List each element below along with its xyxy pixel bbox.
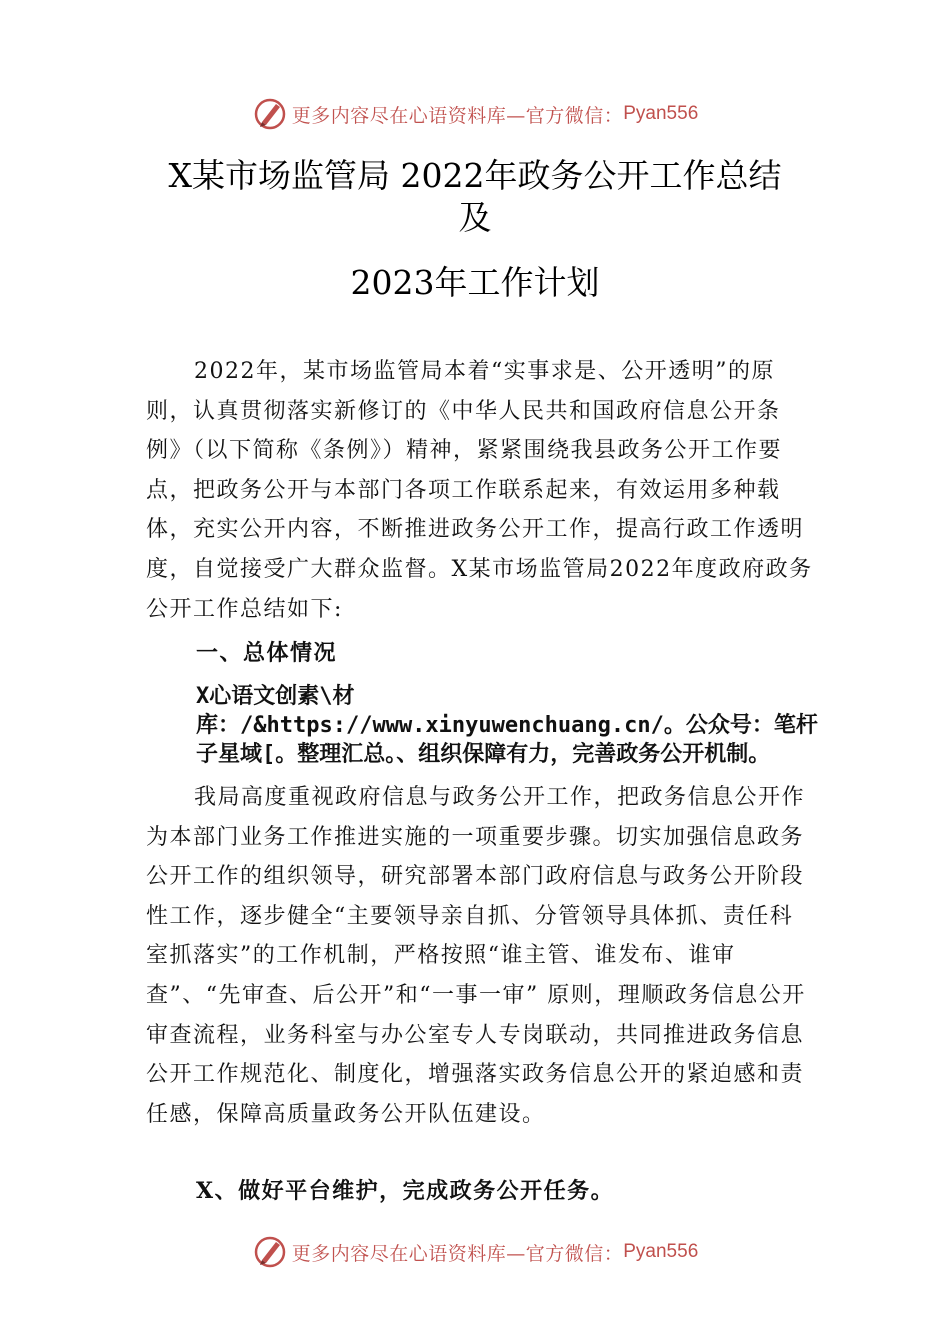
banner-wechat-id: Pyan556: [623, 103, 699, 124]
subsection-heading-organization: X心语文创素\材库：/&https://www.xinyuwenchuang.cn/。公众号：笔杆子星域[。整理汇总。、组织保障有力，完善政务公开机制。: [196, 684, 818, 767]
pen-logo-icon: [252, 1234, 288, 1270]
banner-text: 更多内容尽在心语资料库—官方微信：: [291, 104, 624, 127]
document-title-line1: X某市场监管局 2022年政务公开工作总结: [168, 156, 782, 195]
banner-wechat-id: Pyan556: [623, 1241, 699, 1262]
intro-paragraph: 2022年，某市场监管局本着“实事求是、公开透明”的原则，认真贯彻落实新修订的《中华人民共和国政府信息公开条例》（以下简称《条例》）精神，紧紧围绕我县政务公开工作要点，把政务公开与本部门各项工作联系起来，有效运用多种载体，充实公开内容，不断推进政务公开工作，提高行政工作透明度，自觉接受广大群众监督。X某市场监管局2022年度政府政务公开工作总结如下:: [146, 359, 813, 622]
header-banner: [0, 94, 950, 134]
document-title-line3: 2023年工作计划: [350, 263, 600, 302]
organization-paragraph: 我局高度重视政府信息与政务公开工作，把政务信息公开作为本部门业务工作推进实施的一项重要步骤。切实加强信息政务公开工作的组织领导，研究部署本部门政府信息与政务公开阶段性工作，逐步健全“主要领导亲自抓、分管领导具体抓、责任科室抓落实”的工作机制，严格按照“谁主管、谁发布、谁审查”、“先审查、后公开”和“一事一审” 原则，理顺政务信息公开审查流程，业务科室与办公室专人专岗联动，共同推进政务信息公开工作规范化、制度化，增强落实政务信息公开的紧迫感和责任感，保障高质量政务公开队伍建设。: [146, 785, 806, 1127]
pen-logo-icon: [252, 96, 288, 132]
document-title-line2: 及: [458, 198, 492, 237]
section-heading-overview: 一、总体情况: [196, 640, 338, 666]
banner-text: 更多内容尽在心语资料库—官方微信：: [291, 1242, 624, 1265]
subsection-heading-platform: X、做好平台维护，完成政务公开任务。: [196, 1178, 615, 1204]
footer-banner: [0, 1232, 950, 1272]
